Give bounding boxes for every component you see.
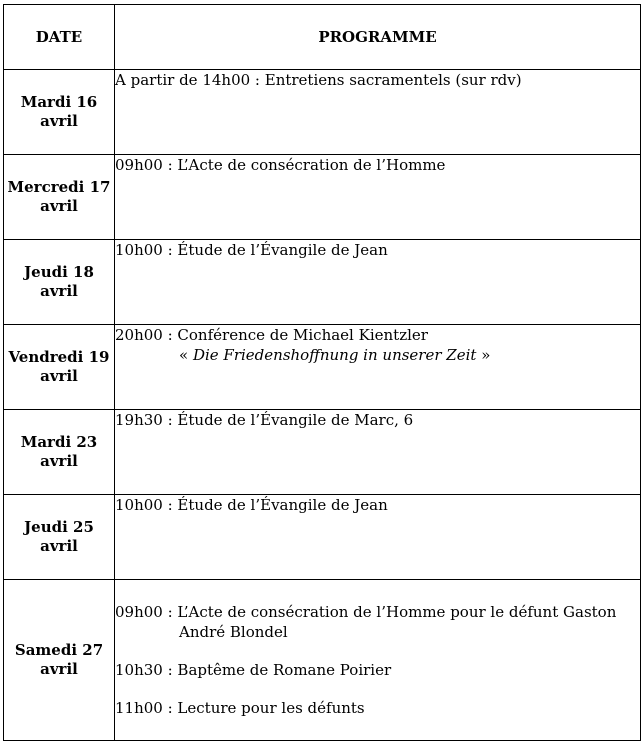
programme-entry: 19h30 : Étude de l’Évangile de Marc, 6 <box>115 411 414 429</box>
date-cell <box>4 580 115 741</box>
date-day: Samedi 27 <box>14 641 104 659</box>
date-cell <box>4 495 115 580</box>
table-row <box>4 155 641 240</box>
date-cell <box>4 240 115 325</box>
date-day: Mardi 23 <box>20 433 98 451</box>
programme-cell <box>115 155 641 240</box>
lecture-title: Die Friedenshoffnung in unserer Zeit <box>192 346 477 364</box>
programme-entry: A partir de 14h00 : Entretiens sacramentels (sur rdv) <box>115 71 522 89</box>
table-row <box>4 580 641 741</box>
programme-cell <box>115 70 641 155</box>
date-day: Vendredi 19 <box>8 348 110 366</box>
date-column-header: DATE <box>4 5 115 70</box>
programme-cell <box>115 580 641 741</box>
date-month: avril <box>40 197 78 215</box>
programme-entry: 09h00 : L’Acte de consécration de l’Homme pour le défunt Gaston <box>115 603 617 621</box>
date-day: Jeudi 18 <box>24 263 94 281</box>
date-cell <box>4 70 115 155</box>
quote-close: » <box>476 346 491 364</box>
table-row <box>4 325 641 410</box>
programme-cell <box>115 410 641 495</box>
schedule-table <box>3 4 641 741</box>
table-row <box>4 495 641 580</box>
date-month: avril <box>40 452 78 470</box>
date-month: avril <box>40 282 78 300</box>
date-cell <box>4 325 115 410</box>
date-day: Jeudi 25 <box>24 518 94 536</box>
programme-entry: 10h00 : Étude de l’Évangile de Jean <box>115 241 388 259</box>
table-row <box>4 410 641 495</box>
date-month: avril <box>40 660 78 678</box>
date-day: Mardi 16 <box>20 93 98 111</box>
programme-entry: 09h00 : L’Acte de consécration de l’Homme <box>115 156 446 174</box>
date-cell <box>4 155 115 240</box>
date-month: avril <box>40 112 78 130</box>
programme-entry-subtitle <box>115 345 640 365</box>
date-day: Mercredi 17 <box>7 178 111 196</box>
table-row <box>4 70 641 155</box>
date-cell <box>4 410 115 495</box>
header-row <box>4 5 641 70</box>
programme-cell <box>115 325 641 410</box>
programme-entry: 20h00 : Conférence de Michael Kientzler <box>115 326 428 344</box>
programme-entry: 10h00 : Étude de l’Évangile de Jean <box>115 496 388 514</box>
programme-entry: 10h30 : Baptême de Romane Poirier <box>115 661 392 679</box>
table-row <box>4 240 641 325</box>
date-month: avril <box>40 537 78 555</box>
programme-cell <box>115 240 641 325</box>
programme-entry: 11h00 : Lecture pour les défunts <box>115 699 365 717</box>
programme-column-header: PROGRAMME <box>115 5 641 70</box>
entry-spacer <box>115 642 640 660</box>
date-month: avril <box>40 367 78 385</box>
quote-open: « <box>179 346 193 364</box>
entry-spacer <box>115 680 640 698</box>
programme-cell <box>115 495 641 580</box>
programme-entry-continuation: André Blondel <box>179 623 288 641</box>
